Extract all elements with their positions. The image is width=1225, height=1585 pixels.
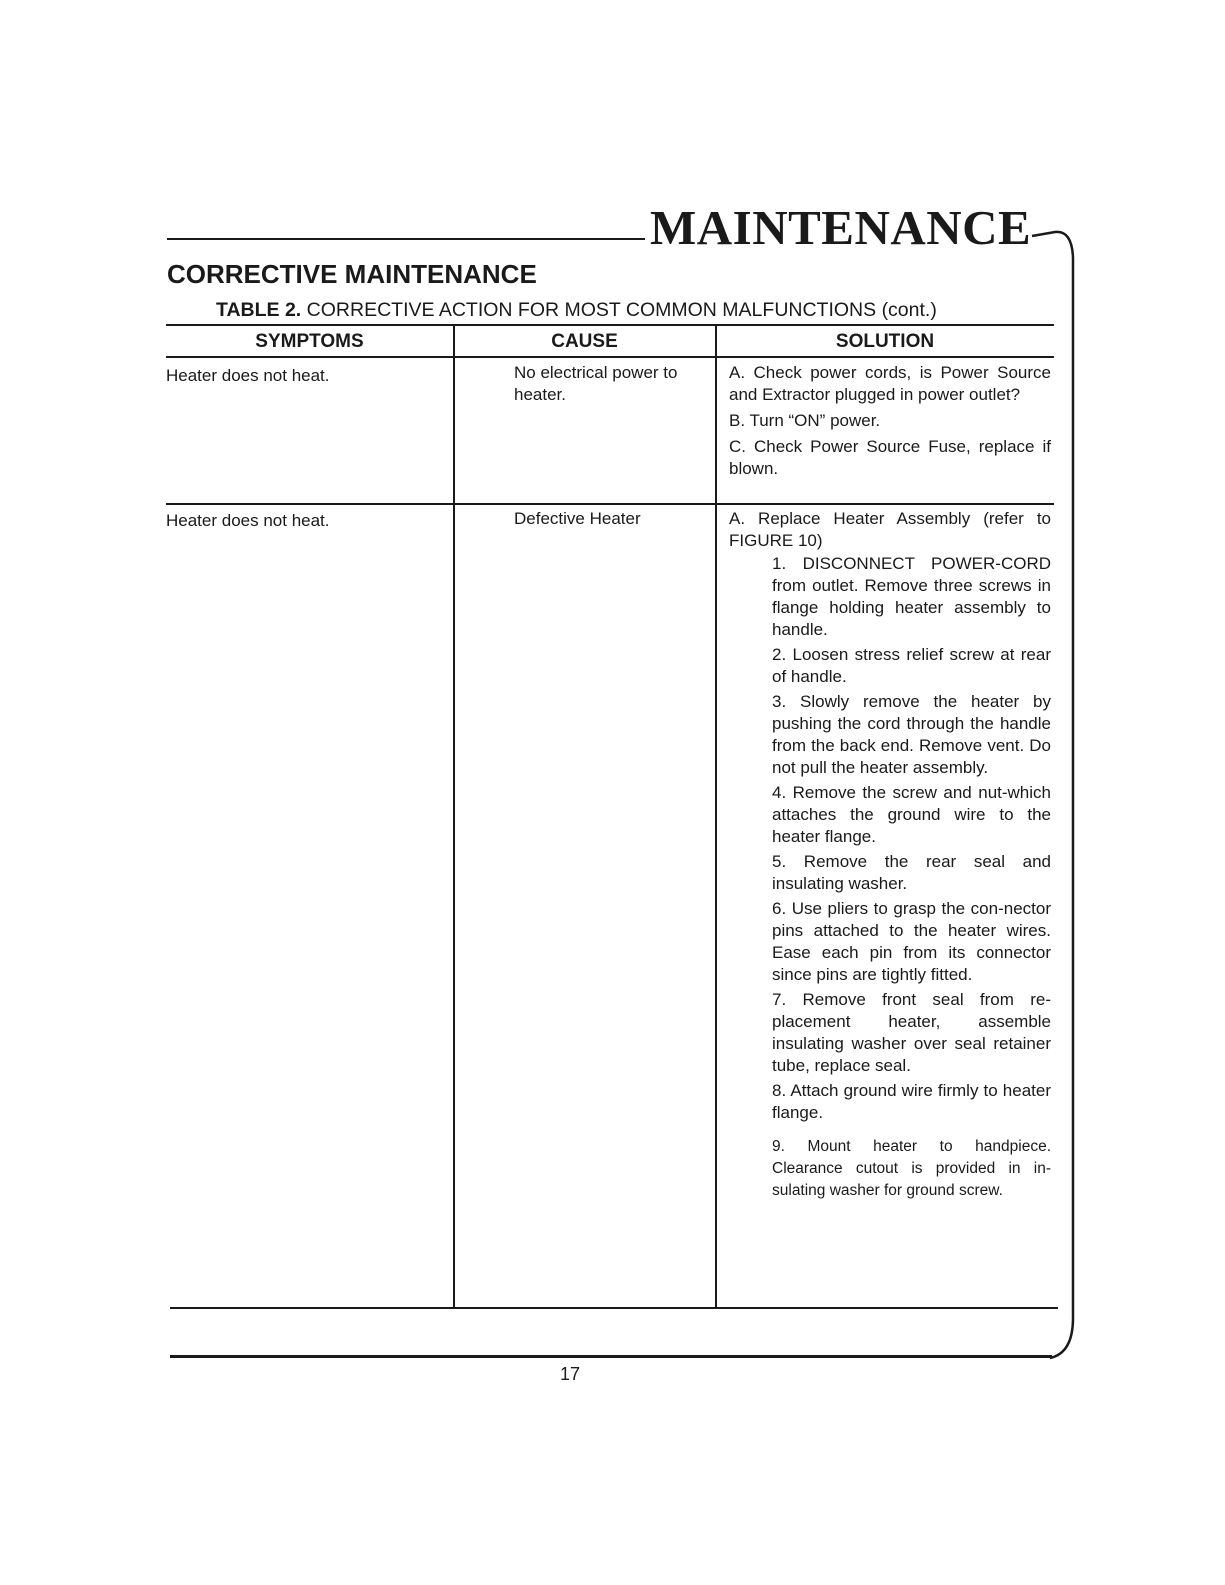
step-3: 3. Slowly remove the heater by pushing the cord through the handle from the back end. Remove vent. Do not pull the heater assembly.: [772, 692, 1051, 777]
section-heading: CORRECTIVE MAINTENANCE: [167, 259, 537, 289]
row1-solution-c: C. Check Power Source Fuse, replace if blown.: [729, 437, 1051, 478]
column-header-solution: SOLUTION: [835, 331, 935, 352]
column-divider-1: [453, 324, 455, 1309]
table-top-rule: [166, 324, 1054, 326]
header-bottom-rule: [166, 356, 1054, 358]
row1-cause: No electrical power to heater.: [514, 363, 678, 404]
page-bottom-rule: [170, 1355, 1052, 1358]
table-bottom-rule: [170, 1307, 1058, 1309]
table-label: TABLE 2.: [216, 299, 302, 321]
step-1: 1. DISCONNECT POWER-CORD from outlet. Remove three screws in flange holding heater assembly to handle.: [772, 554, 1051, 639]
step-8: 8. Attach ground wire firmly to heater flange.: [772, 1081, 1051, 1122]
step-6: 6. Use pliers to grasp the con-nector pins attached to the heater wires. Ease each pin from its connector since pins are tightly fitted.: [772, 899, 1051, 984]
row-divider: [166, 503, 1054, 505]
row2-cause: Defective Heater: [514, 509, 641, 528]
step-7: 7. Remove front seal from re-placement heater, assemble insulating washer over seal retainer tube, replace seal.: [772, 990, 1051, 1075]
row1-symptom: Heater does not heat.: [166, 366, 330, 385]
row1-solution-a: A. Check power cords, is Power Source and Extractor plugged in power outlet?: [729, 363, 1051, 404]
step-2: 2. Loosen stress relief screw at rear of handle.: [772, 645, 1051, 686]
step-5: 5. Remove the rear seal and insulating washer.: [772, 852, 1051, 893]
page-number: 17: [560, 1364, 581, 1384]
table-caption: [216, 297, 937, 323]
row2-solution-intro: A. Replace Heater Assembly (refer to FIGURE 10): [729, 509, 1051, 550]
row1-solution: [729, 362, 1051, 484]
row2-symptom: Heater does not heat.: [166, 511, 330, 530]
column-header-cause: CAUSE: [551, 331, 618, 352]
table-caption-text: CORRECTIVE ACTION FOR MOST COMMON MALFUNCTIONS (cont.): [306, 299, 937, 321]
title-left-rule: [167, 238, 645, 240]
row1-solution-b: B. Turn “ON” power.: [729, 411, 881, 430]
page-title: MAINTENANCE: [650, 200, 1032, 255]
column-divider-2: [715, 324, 717, 1309]
step-4: 4. Remove the screw and nut-which attaches the ground wire to the heater flange.: [772, 783, 1051, 846]
row2-steps: [772, 553, 1051, 1205]
column-header-symptoms: SYMPTOMS: [255, 331, 364, 352]
step-9: 9. Mount heater to handpiece. Clearance cutout is provided in in-sulating washer for ground screw.: [772, 1138, 1051, 1199]
